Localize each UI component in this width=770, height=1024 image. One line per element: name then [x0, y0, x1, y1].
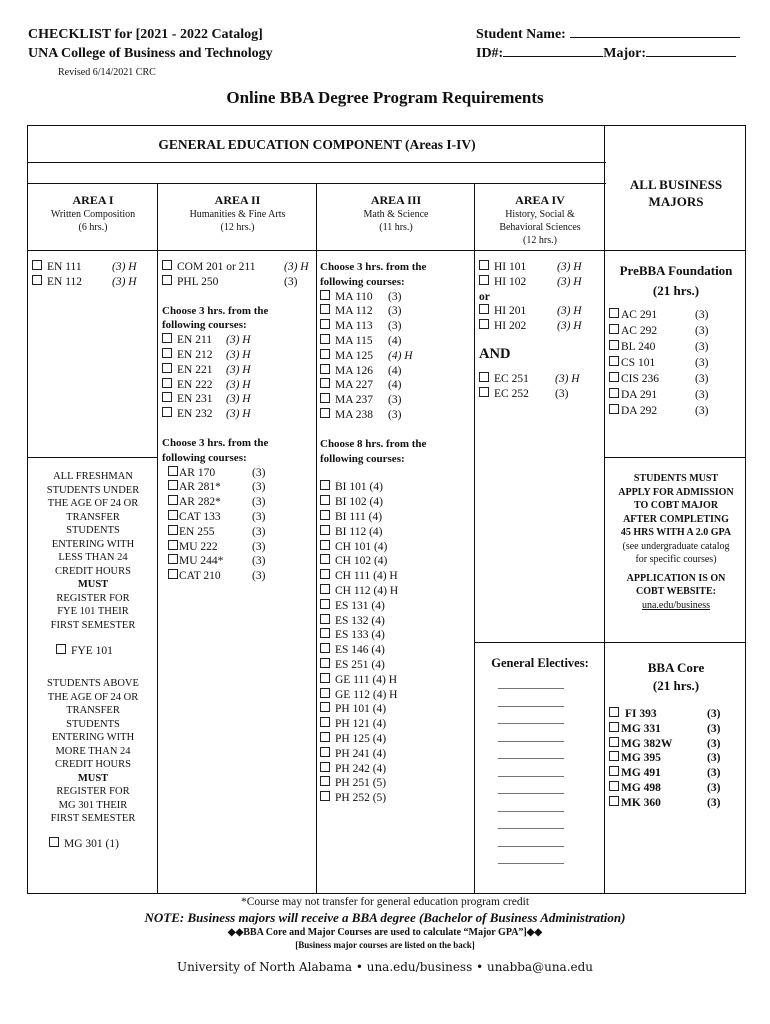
- checkbox[interactable]: [168, 525, 178, 535]
- course-checkbox-row[interactable]: AR 170 (3): [168, 466, 314, 481]
- course-checkbox-row[interactable]: [320, 599, 472, 614]
- checkbox[interactable]: [479, 319, 489, 329]
- course-checkbox-row[interactable]: [320, 480, 472, 495]
- course-checkbox-row[interactable]: [320, 688, 472, 703]
- checkbox[interactable]: [320, 349, 330, 359]
- checkbox[interactable]: [320, 776, 330, 786]
- course-checkbox-row[interactable]: EN 222 (3) H: [162, 378, 314, 393]
- course-label: ES 131 (4): [335, 599, 385, 612]
- elective-blank[interactable]: ___________: [498, 676, 564, 690]
- checkbox[interactable]: [320, 364, 330, 374]
- checkbox[interactable]: [609, 324, 619, 334]
- course-checkbox-row[interactable]: MA 115 (4): [320, 334, 472, 349]
- checkbox[interactable]: [320, 762, 330, 772]
- checkbox[interactable]: [320, 290, 330, 300]
- course-label: ES 132 (4): [335, 614, 385, 627]
- course-checkbox-row[interactable]: MK 360 (3): [609, 796, 739, 811]
- divider: [474, 183, 475, 894]
- elective-blank[interactable]: ___________: [498, 711, 564, 725]
- checkbox[interactable]: [320, 658, 330, 668]
- checkbox[interactable]: [609, 737, 619, 747]
- checkbox[interactable]: [162, 363, 172, 373]
- course-checkbox-row[interactable]: MA 238 (3): [320, 408, 472, 423]
- checkbox[interactable]: [609, 707, 619, 717]
- checkbox[interactable]: [609, 796, 619, 806]
- student-name-label: Student Name:: [476, 27, 566, 42]
- course-label: CH 112 (4) H: [335, 584, 399, 597]
- major-field[interactable]: [646, 44, 736, 57]
- course-checkbox-row[interactable]: [320, 673, 472, 688]
- checkbox[interactable]: [320, 378, 330, 388]
- checkbox[interactable]: [320, 480, 330, 490]
- checkbox[interactable]: [320, 688, 330, 698]
- business-website-link[interactable]: una.edu/business: [641, 599, 711, 611]
- checkbox[interactable]: [479, 372, 489, 382]
- course-checkbox-row[interactable]: MA 113 (3): [320, 319, 472, 334]
- checkbox[interactable]: [162, 275, 172, 285]
- checkbox[interactable]: [320, 334, 330, 344]
- divider: [604, 125, 605, 894]
- checkbox[interactable]: [609, 388, 619, 398]
- checkbox[interactable]: [320, 525, 330, 535]
- course-label: PH 251 (5): [335, 777, 387, 790]
- course-label: BI 112 (4): [335, 525, 383, 538]
- header-right: [476, 25, 740, 63]
- course-checkbox-row[interactable]: MU 222 (3): [168, 540, 314, 555]
- freshman-note: ALL FRESHMAN STUDENTS UNDER THE AGE OF 24 OR TRANSFER STUDENTS ENTERING WITH LESS THAN 24 CREDIT HOURS MUST REGISTER FOR FYE 101 THEIR FIRST SEMESTER: [46, 471, 140, 631]
- checkbox[interactable]: [32, 275, 42, 285]
- major-label: Major:: [603, 46, 646, 61]
- course-checkbox-row[interactable]: [320, 584, 472, 599]
- checkbox[interactable]: [320, 717, 330, 727]
- area-4-courses: HI 101 (3) H HI 102 (3) H or HI 201 (3) H HI 202 (3) H AND EC 251 (3) H EC 252 (3): [479, 260, 601, 402]
- elective-blank[interactable]: ___________: [498, 851, 564, 865]
- area-3-header: AREA III Math & Science (11 hrs.): [363, 193, 429, 233]
- elective-blank[interactable]: ___________: [498, 798, 564, 813]
- checkbox[interactable]: [609, 781, 619, 791]
- course-checkbox-row[interactable]: AC 292 (3): [609, 323, 739, 339]
- checkbox[interactable]: [320, 747, 330, 757]
- course-label: CH 101 (4): [335, 540, 388, 553]
- checkbox[interactable]: [320, 584, 330, 594]
- course-label: CH 102 (4): [335, 555, 388, 568]
- id-field[interactable]: [503, 44, 603, 57]
- checkbox[interactable]: [320, 319, 330, 329]
- checkbox[interactable]: [168, 495, 178, 505]
- course-checkbox-row[interactable]: HI 202 (3) H: [479, 319, 601, 334]
- checkbox[interactable]: [479, 387, 489, 397]
- course-label: BI 111 (4): [335, 510, 383, 523]
- course-checkbox-row[interactable]: CAT 210 (3): [168, 569, 314, 584]
- checkbox[interactable]: [320, 540, 330, 550]
- course-checkbox-row[interactable]: MG 395 (3): [609, 751, 739, 766]
- course-label: BI 102 (4): [335, 496, 383, 509]
- course-label: PH 125 (4): [335, 732, 387, 745]
- course-checkbox-row[interactable]: AR 281* (3): [168, 480, 314, 495]
- course-checkbox-row[interactable]: COM 201 or 211 (3) H: [162, 260, 314, 275]
- course-checkbox-row[interactable]: HI 201 (3) H: [479, 304, 601, 319]
- course-label: CH 111 (4) H: [335, 570, 398, 583]
- checkbox[interactable]: [168, 540, 178, 550]
- course-checkbox-row[interactable]: EN 232 (3) H: [162, 407, 314, 422]
- divider: [27, 250, 746, 251]
- checkbox[interactable]: [609, 751, 619, 761]
- divider: [27, 162, 606, 163]
- area-1-courses: [32, 260, 154, 290]
- gen-ed-title: GENERAL EDUCATION COMPONENT (Areas I-IV): [158, 137, 476, 152]
- checkbox[interactable]: [168, 466, 178, 476]
- checkbox[interactable]: [162, 260, 172, 270]
- back-page-note: [Business major courses are listed on the back]: [295, 940, 475, 950]
- checkbox[interactable]: [320, 599, 330, 609]
- course-checkbox-row[interactable]: [320, 762, 472, 777]
- checkbox[interactable]: [162, 348, 172, 358]
- checkbox[interactable]: [320, 510, 330, 520]
- checkbox[interactable]: [479, 275, 489, 285]
- course-checkbox-row[interactable]: MA 112 (3): [320, 304, 472, 319]
- divider: [157, 183, 158, 894]
- course-checkbox-row[interactable]: [320, 569, 472, 584]
- checkbox[interactable]: [320, 791, 330, 801]
- course-label: GE 112 (4) H: [335, 688, 398, 701]
- checkbox[interactable]: [320, 569, 330, 579]
- course-checkbox-row[interactable]: EN 211 (3) H: [162, 333, 314, 348]
- divider: [474, 642, 746, 643]
- course-label: PH 252 (5): [335, 792, 387, 805]
- gpa-note: ◆◆BBA Core and Major Courses are used to calculate “Major GPA”]◆◆: [227, 927, 543, 938]
- checkbox[interactable]: [162, 378, 172, 388]
- area-4-header: AREA IV History, Social & Behavioral Sciences (12 hrs.): [499, 193, 581, 246]
- checkbox[interactable]: [168, 569, 178, 579]
- all-business-heading: ALL BUSINESS MAJORS: [629, 177, 723, 209]
- course-checkbox-row[interactable]: [320, 525, 472, 540]
- course-checkbox-row[interactable]: EN 112 (3) H: [32, 275, 154, 290]
- course-checkbox-row[interactable]: EC 252 (3): [479, 387, 601, 402]
- course-checkbox-row[interactable]: [320, 717, 472, 732]
- course-checkbox-row[interactable]: [320, 658, 472, 673]
- course-checkbox-row[interactable]: MA 125 (4) H: [320, 349, 472, 364]
- prebba-heading: PreBBA Foundation (21 hrs.): [619, 263, 733, 298]
- area-2-courses: COM 201 or 211 (3) H PHL 250 (3) Choose 3 hrs. from the following courses: EN 211 (3) H EN 212 (3) H EN 221 (3) H EN 222 (3) H EN 231 (3) H EN 232 (3) H Choose 3 hrs. from the following courses: AR 170 (3) AR 281* (3) AR 282* (3) CAT 133 (3) EN 255 (3) MU 222 (3) MU 244* (3) CAT 210 (3): [162, 260, 314, 584]
- checkbox[interactable]: [320, 643, 330, 653]
- course-checkbox-row[interactable]: AC 291 (3): [609, 307, 739, 323]
- checkbox[interactable]: [320, 614, 330, 624]
- course-checkbox-row[interactable]: [320, 554, 472, 569]
- course-checkbox-row[interactable]: [320, 776, 472, 791]
- header-left: [28, 25, 273, 63]
- checklist-title: CHECKLIST for [2021 - 2022 Catalog]: [28, 27, 263, 42]
- course-checkbox-row[interactable]: [320, 747, 472, 762]
- course-checkbox-row[interactable]: [320, 732, 472, 747]
- course-checkbox-row[interactable]: EN 212 (3) H: [162, 348, 314, 363]
- course-label: PH 101 (4): [335, 703, 387, 716]
- fye-101-row[interactable]: FYE 101: [56, 644, 113, 659]
- prebba-courses: [609, 307, 739, 419]
- course-checkbox-row[interactable]: [320, 540, 472, 555]
- checkbox[interactable]: [320, 408, 330, 418]
- course-label: PH 121 (4): [335, 718, 387, 731]
- course-checkbox-row[interactable]: MA 110 (3): [320, 290, 472, 305]
- area-1-header: AREA I Written Composition (6 hrs.): [50, 193, 136, 233]
- course-checkbox-row[interactable]: [320, 510, 472, 525]
- elective-blank[interactable]: ___________: [498, 781, 564, 795]
- course-checkbox-row[interactable]: MA 227 (4): [320, 378, 472, 393]
- course-checkbox-row[interactable]: [320, 702, 472, 717]
- course-label: ES 251 (4): [335, 658, 385, 671]
- and-label: AND: [479, 345, 511, 362]
- course-checkbox-row[interactable]: EN 111 (3) H: [32, 260, 154, 275]
- student-name-field[interactable]: [570, 25, 740, 38]
- area-3-courses: Choose 3 hrs. from the following courses: MA 110 (3) MA 112 (3) MA 113 (3) MA 115 (4) MA 125 (4) H MA 126 (4) MA 227 (4) MA 237 (3) MA 238 (3) Choose 8 hrs. from the following courses: BI 101 (4) BI 102 (4) BI 111 (4) BI 112 (4) CH 101 (4) CH 102 (4) CH 111 (4) H CH 112 (4) H ES 131 (4) ES 132 (4) ES 133 (4) ES 146 (4) ES 251 (4) GE 111 (4) H GE 112 (4) H PH 101 (4) PH 121 (4) PH 125 (4) PH 241 (4) PH 242 (4) PH 251 (5) PH 252 (5): [320, 260, 472, 806]
- course-checkbox-row[interactable]: HI 102 (3) H: [479, 275, 601, 290]
- checkbox[interactable]: [56, 644, 66, 654]
- course-checkbox-row[interactable]: BL 240 (3): [609, 339, 739, 355]
- course-label: BI 101 (4): [335, 481, 383, 494]
- elective-blank[interactable]: ___________: [498, 693, 564, 708]
- contact-line: University of North Alabama • una.edu/business • unabba@una.edu: [176, 960, 594, 974]
- course-checkbox-row[interactable]: MG 498 (3): [609, 781, 739, 796]
- course-checkbox-row[interactable]: [320, 614, 472, 629]
- checkbox[interactable]: [320, 702, 330, 712]
- course-checkbox-row[interactable]: MG 331 (3): [609, 722, 739, 737]
- page-title: Online BBA Degree Program Requirements: [226, 88, 544, 107]
- elective-blank[interactable]: ___________: [498, 763, 564, 778]
- course-checkbox-row[interactable]: CIS 236 (3): [609, 371, 739, 387]
- course-checkbox-row[interactable]: EN 221 (3) H: [162, 363, 314, 378]
- id-label: ID#:: [476, 46, 504, 61]
- course-checkbox-row[interactable]: MA 237 (3): [320, 393, 472, 408]
- transfer-footnote: *Course may not transfer for general education program credit: [240, 896, 530, 908]
- checkbox[interactable]: [609, 340, 619, 350]
- checkbox[interactable]: [320, 393, 330, 403]
- checkbox[interactable]: [609, 404, 619, 414]
- course-checkbox-row[interactable]: DA 292 (3): [609, 403, 739, 419]
- checkbox[interactable]: [49, 837, 59, 847]
- revised-date: Revised 6/14/2021 CRC: [58, 67, 156, 78]
- checkbox[interactable]: [479, 260, 489, 270]
- course-checkbox-row[interactable]: CAT 133 (3): [168, 510, 314, 525]
- course-label: GE 111 (4) H: [335, 673, 398, 686]
- checkbox[interactable]: [32, 260, 42, 270]
- checkbox[interactable]: [320, 628, 330, 638]
- course-checkbox-row[interactable]: [320, 628, 472, 643]
- course-checkbox-row[interactable]: MG 382W (3): [609, 737, 739, 752]
- checkbox[interactable]: [162, 392, 172, 402]
- checkbox[interactable]: [609, 308, 619, 318]
- checkbox[interactable]: [609, 372, 619, 382]
- divider: [604, 457, 746, 458]
- checkbox[interactable]: [320, 673, 330, 683]
- divider: [27, 457, 158, 458]
- course-checkbox-row[interactable]: AR 282* (3): [168, 495, 314, 510]
- course-label: ES 146 (4): [335, 644, 385, 657]
- course-checkbox-row[interactable]: EN 255 (3): [168, 525, 314, 540]
- checkbox[interactable]: [609, 722, 619, 732]
- checkbox[interactable]: [320, 495, 330, 505]
- checkbox[interactable]: [168, 510, 178, 520]
- course-checkbox-row[interactable]: DA 291 (3): [609, 387, 739, 403]
- course-checkbox-row[interactable]: EN 231 (3) H: [162, 392, 314, 407]
- checkbox[interactable]: [320, 554, 330, 564]
- elective-blank[interactable]: ___________: [498, 746, 564, 760]
- checkbox[interactable]: [609, 356, 619, 366]
- course-checkbox-row[interactable]: HI 101 (3) H: [479, 260, 601, 275]
- area-2-header: AREA II Humanities & Fine Arts (12 hrs.): [189, 193, 286, 233]
- checkbox[interactable]: [479, 304, 489, 314]
- checkbox[interactable]: [320, 304, 330, 314]
- course-checkbox-row[interactable]: MU 244* (3): [168, 554, 314, 569]
- course-label: ES 133 (4): [335, 629, 385, 642]
- elective-blanks: [498, 675, 578, 868]
- general-electives-label: General Electives:: [491, 656, 589, 670]
- mg-301-row[interactable]: MG 301 (1): [49, 837, 119, 852]
- elective-blank[interactable]: ___________: [498, 728, 564, 743]
- course-label: PH 242 (4): [335, 762, 387, 775]
- course-checkbox-row[interactable]: FI 393 (3): [609, 707, 739, 722]
- course-checkbox-row[interactable]: PHL 250 (3): [162, 275, 314, 290]
- checkbox[interactable]: [168, 480, 178, 490]
- elective-blank[interactable]: ___________: [498, 833, 564, 848]
- science-course-list: [320, 480, 472, 806]
- elective-blank[interactable]: ___________: [498, 816, 564, 830]
- checkbox[interactable]: [162, 333, 172, 343]
- course-checkbox-row[interactable]: CS 101 (3): [609, 355, 739, 371]
- admission-note: STUDENTS MUST APPLY FOR ADMISSION TO COBT MAJOR AFTER COMPLETING 45 HRS WITH A 2.0 GPA (see undergraduate catalog for specific courses) APPLICATION IS ON COBT WEBSITE: una.edu/business: [606, 472, 746, 612]
- checkbox[interactable]: [609, 766, 619, 776]
- bba-core-courses: [609, 707, 739, 811]
- above-24-note: STUDENTS ABOVE THE AGE OF 24 OR TRANSFER STUDENTS ENTERING WITH MORE THAN 24 CREDIT HOURS MUST REGISTER FOR MG 301 THEIR FIRST SEMESTER: [47, 678, 139, 824]
- course-label: PH 241 (4): [335, 747, 387, 760]
- bba-degree-note: NOTE: Business majors will receive a BBA degree (Bachelor of Business Administration): [144, 910, 626, 925]
- checkbox[interactable]: [168, 554, 178, 564]
- divider: [316, 183, 317, 894]
- checkbox[interactable]: [162, 407, 172, 417]
- course-checkbox-row[interactable]: MA 126 (4): [320, 364, 472, 379]
- checkbox[interactable]: [320, 732, 330, 742]
- college-name: UNA College of Business and Technology: [28, 46, 273, 61]
- course-checkbox-row[interactable]: [320, 495, 472, 510]
- bba-core-heading: BBA Core (21 hrs.): [647, 660, 705, 693]
- course-checkbox-row[interactable]: EC 251 (3) H: [479, 372, 601, 387]
- course-checkbox-row[interactable]: [320, 643, 472, 658]
- course-checkbox-row[interactable]: MG 491 (3): [609, 766, 739, 781]
- course-checkbox-row[interactable]: [320, 791, 472, 806]
